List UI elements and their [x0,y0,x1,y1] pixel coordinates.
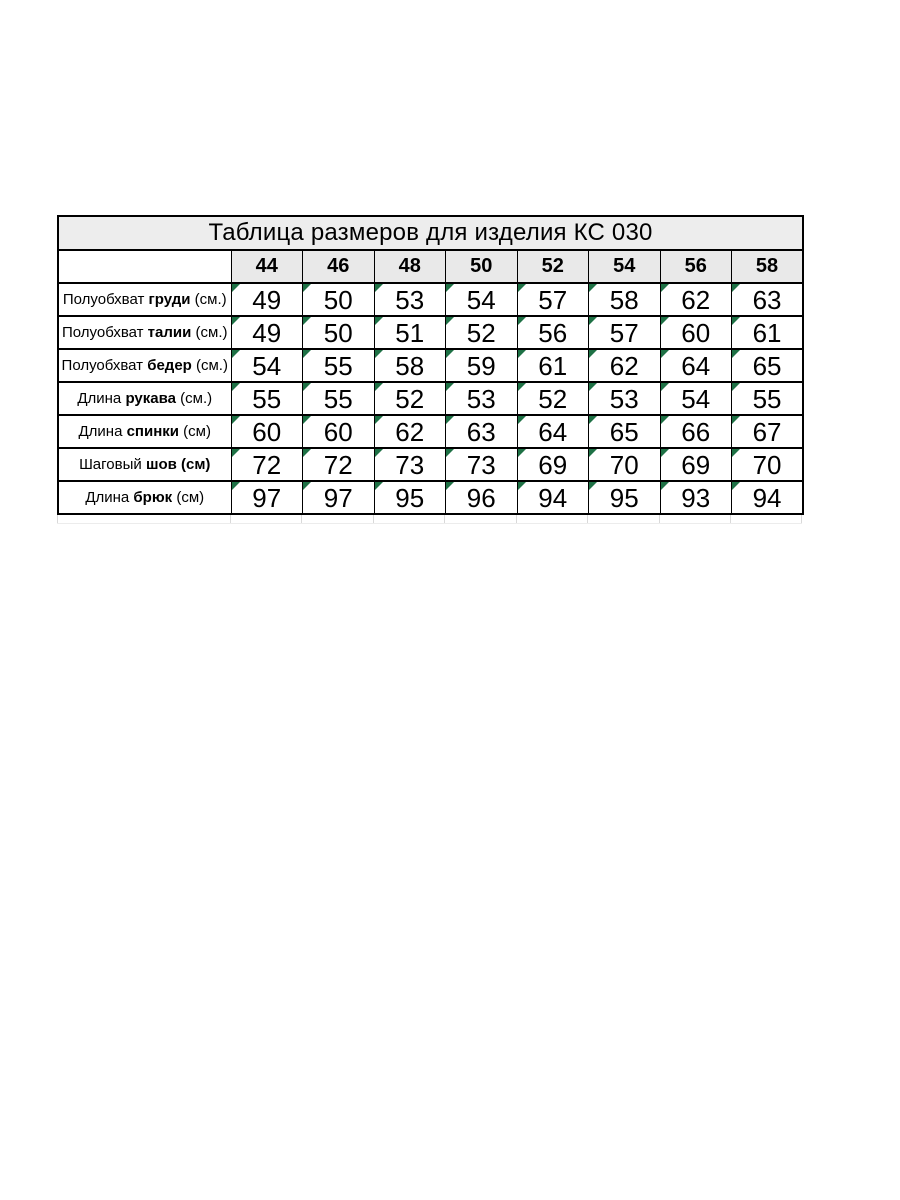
cell-value: 93 [681,482,711,513]
cell-value: 97 [252,482,282,513]
value-cell [303,283,375,316]
green-triangle-marker-icon [303,317,311,325]
value-cell [231,448,303,481]
value-cell [660,349,732,382]
size-header-cell: 50 [446,250,518,283]
value-cell [660,481,732,514]
value-cell [374,382,446,415]
cell-value: 60 [252,416,282,447]
green-triangle-marker-icon [518,383,526,391]
size-header-cell: 54 [589,250,661,283]
size-header-cell: 58 [732,250,804,283]
cell-value: 66 [681,416,711,447]
value-cell [517,448,589,481]
corner-empty-cell [58,250,231,283]
green-triangle-marker-icon [232,416,240,424]
gridline-stub [444,515,445,523]
value-cell [732,283,804,316]
value-cell [732,349,804,382]
table-title: Таблица размеров для изделия КС 030 [58,216,803,250]
value-cell [303,415,375,448]
cell-value: 72 [323,449,353,480]
green-triangle-marker-icon [661,350,669,358]
green-triangle-marker-icon [589,383,597,391]
value-cell [446,382,518,415]
green-triangle-marker-icon [232,350,240,358]
gridline-stub [801,515,802,523]
green-triangle-marker-icon [518,416,526,424]
cell-value: 73 [466,449,496,480]
green-triangle-marker-icon [232,482,240,490]
value-cell [374,349,446,382]
cell-value: 72 [252,449,282,480]
value-cell [589,316,661,349]
cell-value: 50 [323,284,353,315]
cell-value: 95 [609,482,639,513]
cell-value: 64 [681,350,711,381]
cell-value: 67 [752,416,782,447]
row-label: Полуобхват груди (см.) [58,283,231,316]
green-triangle-marker-icon [446,383,454,391]
cell-value: 97 [323,482,353,513]
green-triangle-marker-icon [589,350,597,358]
cell-value: 54 [252,350,282,381]
value-cell [231,481,303,514]
cell-value: 54 [681,383,711,414]
green-triangle-marker-icon [375,284,383,292]
gridline-stub [587,515,588,523]
cell-value: 53 [395,284,425,315]
value-cell [517,349,589,382]
value-cell [660,415,732,448]
green-triangle-marker-icon [732,317,740,325]
green-triangle-marker-icon [732,449,740,457]
value-cell [732,382,804,415]
cell-value: 96 [466,482,496,513]
green-triangle-marker-icon [446,449,454,457]
value-cell [374,283,446,316]
value-cell [589,283,661,316]
green-triangle-marker-icon [589,284,597,292]
measurement-row [58,448,803,481]
cell-value: 61 [538,350,568,381]
value-cell [732,415,804,448]
cell-value: 52 [538,383,568,414]
cell-value: 94 [538,482,568,513]
value-cell [303,349,375,382]
size-header-cell: 46 [303,250,375,283]
gridline-stub [230,515,231,523]
green-triangle-marker-icon [732,482,740,490]
cell-value: 50 [323,317,353,348]
measurement-row [58,382,803,415]
value-cell [732,316,804,349]
value-cell [446,448,518,481]
green-triangle-marker-icon [446,284,454,292]
green-triangle-marker-icon [732,284,740,292]
cell-value: 63 [466,416,496,447]
gridline-stub [659,515,660,523]
green-triangle-marker-icon [375,482,383,490]
green-triangle-marker-icon [375,416,383,424]
cell-value: 54 [466,284,496,315]
green-triangle-marker-icon [232,449,240,457]
green-triangle-marker-icon [732,350,740,358]
value-cell [517,481,589,514]
cell-value: 70 [609,449,639,480]
row-label: Длина спинки (см) [58,415,231,448]
measurement-row [58,283,803,316]
measurement-row [58,316,803,349]
green-triangle-marker-icon [303,383,311,391]
green-triangle-marker-icon [232,284,240,292]
value-cell [374,316,446,349]
value-cell [732,481,804,514]
green-triangle-marker-icon [518,317,526,325]
row-label: Полуобхват бедер (см.) [58,349,231,382]
cell-value: 49 [252,317,282,348]
value-cell [374,481,446,514]
value-cell [231,316,303,349]
value-cell [231,283,303,316]
green-triangle-marker-icon [589,317,597,325]
cell-value: 55 [252,383,282,414]
value-cell [517,382,589,415]
value-cell [231,382,303,415]
cell-value: 58 [395,350,425,381]
green-triangle-marker-icon [375,317,383,325]
value-cell [517,415,589,448]
green-triangle-marker-icon [232,317,240,325]
size-header-cell: 52 [517,250,589,283]
cell-value: 64 [538,416,568,447]
green-triangle-marker-icon [232,383,240,391]
green-triangle-marker-icon [518,482,526,490]
cell-value: 60 [323,416,353,447]
green-triangle-marker-icon [303,284,311,292]
green-triangle-marker-icon [375,350,383,358]
cell-value: 53 [609,383,639,414]
cell-value: 60 [681,317,711,348]
cell-value: 94 [752,482,782,513]
green-triangle-marker-icon [661,284,669,292]
cell-value: 59 [466,350,496,381]
size-header-cell: 44 [231,250,303,283]
value-cell [589,448,661,481]
measurement-row [58,481,803,514]
cell-value: 52 [466,317,496,348]
value-cell [231,349,303,382]
value-cell [446,481,518,514]
green-triangle-marker-icon [661,449,669,457]
cell-value: 63 [752,284,782,315]
green-triangle-marker-icon [518,449,526,457]
cell-value: 55 [323,383,353,414]
green-triangle-marker-icon [446,416,454,424]
value-cell [374,415,446,448]
cell-value: 55 [323,350,353,381]
cell-value: 51 [395,317,425,348]
cell-value: 61 [752,317,782,348]
table-title-row [58,216,803,250]
cell-value: 69 [681,449,711,480]
value-cell [374,448,446,481]
value-cell [732,448,804,481]
cell-value: 62 [609,350,639,381]
cell-value: 73 [395,449,425,480]
gridline-stub [373,515,374,523]
cell-value: 65 [752,350,782,381]
green-triangle-marker-icon [446,317,454,325]
green-triangle-marker-icon [446,482,454,490]
cell-value: 52 [395,383,425,414]
green-triangle-marker-icon [375,383,383,391]
green-triangle-marker-icon [375,449,383,457]
value-cell [446,415,518,448]
green-triangle-marker-icon [518,284,526,292]
green-triangle-marker-icon [732,416,740,424]
cell-value: 62 [395,416,425,447]
size-header-cell: 56 [660,250,732,283]
green-triangle-marker-icon [661,383,669,391]
value-cell [446,283,518,316]
gridline-stub [57,515,58,523]
value-cell [660,448,732,481]
value-cell [589,415,661,448]
cell-value: 95 [395,482,425,513]
green-triangle-marker-icon [303,416,311,424]
green-triangle-marker-icon [518,350,526,358]
sheet-gridline-stubs [57,515,802,524]
value-cell [589,481,661,514]
size-table-block [57,215,802,524]
value-cell [303,382,375,415]
measurement-row [58,415,803,448]
row-label: Длина рукава (см.) [58,382,231,415]
measurement-row [58,349,803,382]
gridline-stub [516,515,517,523]
gridline-stub [301,515,302,523]
green-triangle-marker-icon [589,482,597,490]
value-cell [303,448,375,481]
value-cell [660,283,732,316]
cell-value: 53 [466,383,496,414]
size-header-cell: 48 [374,250,446,283]
value-cell [446,349,518,382]
value-cell [303,316,375,349]
green-triangle-marker-icon [661,317,669,325]
size-table [57,215,804,515]
green-triangle-marker-icon [661,416,669,424]
cell-value: 62 [681,284,711,315]
value-cell [517,316,589,349]
value-cell [589,382,661,415]
value-cell [303,481,375,514]
cell-value: 49 [252,284,282,315]
green-triangle-marker-icon [732,383,740,391]
row-label: Полуобхват талии (см.) [58,316,231,349]
green-triangle-marker-icon [589,416,597,424]
size-header-row [58,250,803,283]
value-cell [589,349,661,382]
green-triangle-marker-icon [661,482,669,490]
cell-value: 69 [538,449,568,480]
cell-value: 58 [609,284,639,315]
row-label: Шаговый шов (см) [58,448,231,481]
cell-value: 56 [538,317,568,348]
green-triangle-marker-icon [303,350,311,358]
value-cell [660,316,732,349]
green-triangle-marker-icon [446,350,454,358]
green-triangle-marker-icon [589,449,597,457]
value-cell [660,382,732,415]
row-label: Длина брюк (см) [58,481,231,514]
cell-value: 70 [752,449,782,480]
green-triangle-marker-icon [303,482,311,490]
cell-value: 65 [609,416,639,447]
green-triangle-marker-icon [303,449,311,457]
cell-value: 55 [752,383,782,414]
value-cell [446,316,518,349]
value-cell [231,415,303,448]
cell-value: 57 [609,317,639,348]
gridline-stub [730,515,731,523]
cell-value: 57 [538,284,568,315]
value-cell [517,283,589,316]
